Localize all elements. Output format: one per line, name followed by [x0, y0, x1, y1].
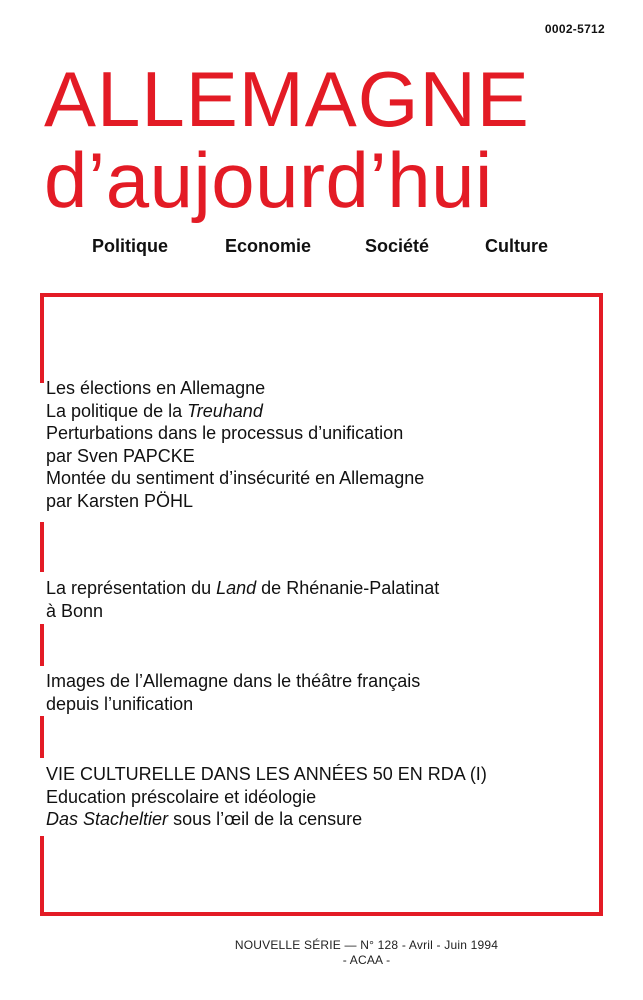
frame-left-segment — [40, 522, 44, 572]
frame-left-segment — [40, 624, 44, 666]
contents-line: Montée du sentiment d’insécurité en Allemagne — [46, 468, 425, 488]
contents-line: Das Stacheltier sous l’œil de la censure — [46, 809, 363, 829]
frame-right-border — [599, 293, 603, 916]
contents-line: par Sven PAPCKE — [46, 445, 195, 466]
contents-group-elections — [46, 377, 424, 512]
contents-line: Perturbations dans le processus d’unification — [46, 423, 404, 443]
topic-politique: Politique — [92, 236, 168, 256]
journal-title-line2: d’aujourd’hui — [44, 136, 493, 224]
contents-group-land — [46, 577, 439, 622]
contents-line: La représentation du Land de Rhénanie-Palatinat — [46, 578, 440, 598]
contents-line: par Karsten PÖHL — [46, 490, 194, 511]
publisher: - ACAA - — [342, 953, 391, 967]
contents-group-rda — [46, 763, 487, 831]
contents-group-theatre — [46, 670, 420, 715]
contents-line: Les élections en Allemagne — [46, 378, 266, 398]
frame-left-segment — [40, 716, 44, 758]
frame-left-segment — [40, 293, 44, 383]
issue-info: NOUVELLE SÉRIE — N° 128 - Avril - Juin 1994 — [234, 938, 499, 952]
contents-line: depuis l’unification — [46, 693, 194, 714]
issn-number: 0002-5712 — [544, 22, 605, 36]
contents-line: VIE CULTURELLE DANS LES ANNÉES 50 EN RDA (I) — [46, 764, 487, 784]
frame-bottom-border — [40, 912, 603, 916]
frame-left-segment — [40, 836, 44, 916]
subtitle-topics — [92, 236, 548, 257]
topic-societe: Société — [365, 236, 430, 256]
journal-title-line1: ALLEMAGNE — [44, 55, 530, 143]
contents-line: Education préscolaire et idéologie — [46, 786, 317, 807]
topic-culture: Culture — [485, 236, 548, 256]
contents-line: à Bonn — [46, 600, 104, 621]
frame-top-border — [40, 293, 603, 297]
contents-line: Images de l’Allemagne dans le théâtre français — [46, 671, 421, 691]
contents-line: La politique de la Treuhand — [46, 400, 263, 421]
topic-economie: Economie — [225, 236, 312, 256]
